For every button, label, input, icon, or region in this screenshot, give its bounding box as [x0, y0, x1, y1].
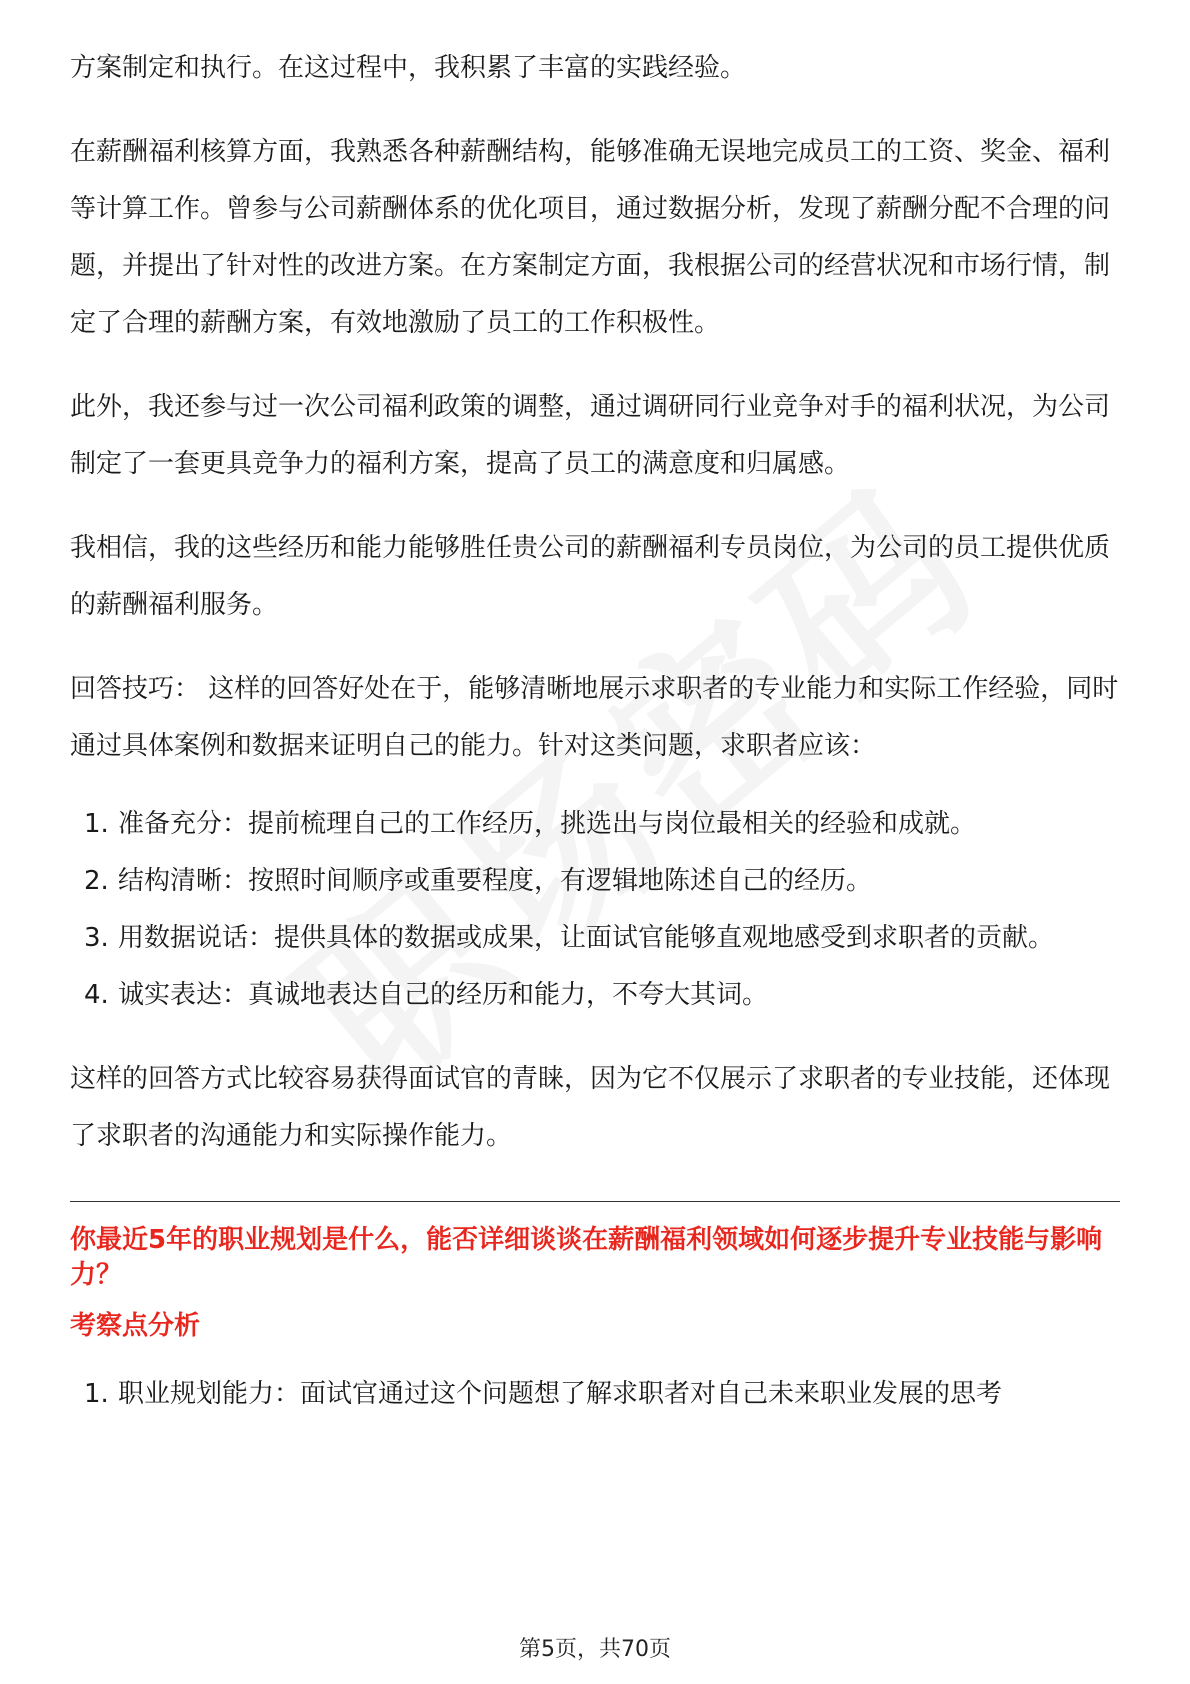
analysis-heading: 考察点分析	[70, 1311, 201, 1341]
list-item: 2. 结构清晰：按照时间顺序或重要程度，有逻辑地陈述自己的经历。	[84, 866, 873, 896]
list-item: 4. 诚实表达：真诚地表达自己的经历和能力，不夸大其词。	[84, 980, 769, 1010]
list-item: 3. 用数据说话：提供具体的数据或成果，让面试官能够直观地感受到求职者的贡献。	[84, 923, 1055, 953]
question-heading: 你最近5年的职业规划是什么，能否详细谈谈在薪酬福利领域如何逐步提升专业技能与影响力？	[70, 1225, 1103, 1290]
tips-list	[70, 796, 1120, 1024]
list-item: 1. 准备充分：提前梳理自己的工作经历，挑选出与岗位最相关的经验和成就。	[84, 809, 977, 839]
paragraph: 在薪酬福利核算方面，我熟悉各种薪酬结构，能够准确无误地完成员工的工资、奖金、福利等计算工作。曾参与公司薪酬体系的优化项目，通过数据分析，发现了薪酬分配不合理的问题，并提出了针对性的改进方案。在方案制定方面，我根据公司的经营状况和市场行情，制定了合理的薪酬方案，有效地激励了员工的工作积极性。	[70, 137, 1111, 338]
paragraph: 这样的回答方式比较容易获得面试官的青睐，因为它不仅展示了求职者的专业技能，还体现了求职者的沟通能力和实际操作能力。	[70, 1064, 1111, 1151]
paragraph: 我相信，我的这些经历和能力能够胜任贵公司的薪酬福利专员岗位，为公司的员工提供优质的薪酬福利服务。	[70, 533, 1111, 620]
page-content	[70, 40, 1120, 1423]
page-number: 第5页，共70页	[519, 1637, 671, 1662]
paragraph: 此外，我还参与过一次公司福利政策的调整，通过调研同行业竞争对手的福利状况，为公司制定了一套更具竞争力的福利方案，提高了员工的满意度和归属感。	[70, 392, 1111, 479]
list-item: 1. 职业规划能力：面试官通过这个问题想了解求职者对自己未来职业发展的思考	[84, 1379, 1003, 1409]
answer-tips-paragraph: 回答技巧： 这样的回答好处在于，能够清晰地展示求职者的专业能力和实际工作经验，同时通过具体案例和数据来证明自己的能力。针对这类问题，求职者应该：	[70, 674, 1119, 761]
paragraph: 方案制定和执行。在这过程中，我积累了丰富的实践经验。	[70, 53, 747, 83]
analysis-list	[70, 1366, 1120, 1423]
